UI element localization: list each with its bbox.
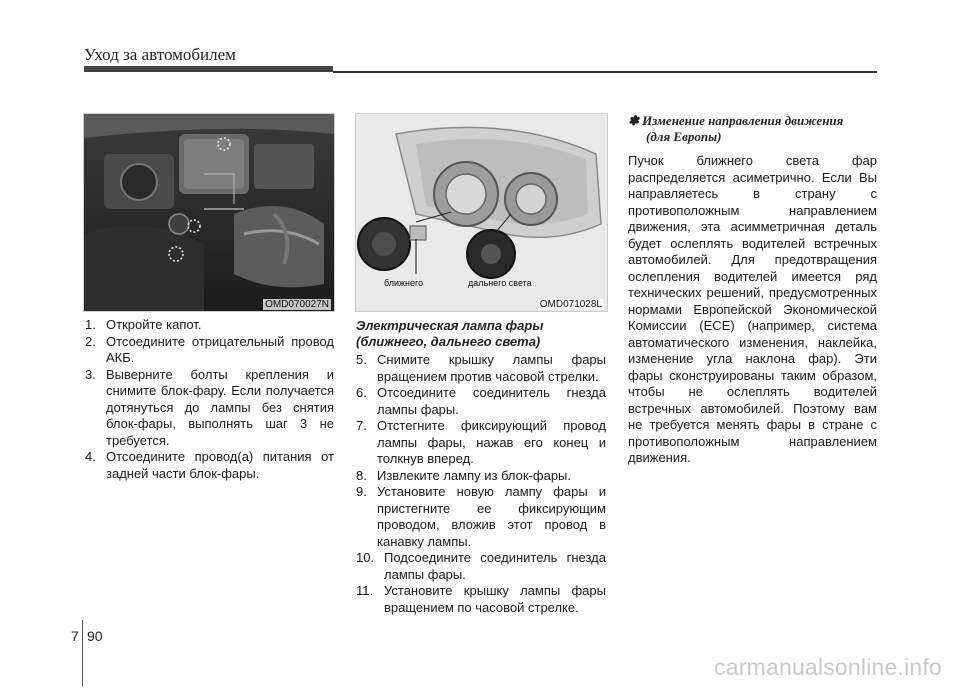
column-1 (85, 317, 334, 482)
bulb-heading-line2: (ближнего, дальнего света) (356, 334, 541, 349)
step-number: 10. (356, 550, 375, 565)
page-header-title: Уход за автомобилем (84, 45, 236, 64)
asterisk-icon: ✽ (628, 113, 639, 128)
step-text: Снимите крышку лампы фары вращением против часовой стрелки. (377, 352, 606, 384)
header-rule-thin (333, 71, 877, 73)
step-number: 2. (85, 333, 96, 349)
step-8 (356, 468, 606, 485)
step-text: Отсоедините провод(а) питания от задней части блок-фары. (106, 449, 334, 481)
step-text: Отстегните фиксирующий провод лампы фары, нажав его конец и толкнув вперед. (377, 418, 606, 466)
step-4 (85, 449, 334, 482)
step-3 (85, 367, 334, 450)
step-10 (356, 550, 606, 583)
label-low-beam: ближнего (384, 278, 424, 288)
page-number: 90 (87, 628, 103, 644)
label-high-beam: дальнего света (468, 278, 532, 288)
step-number: 1. (85, 317, 96, 332)
column-3 (628, 113, 877, 467)
step-number: 5. (356, 352, 367, 367)
step-1 (85, 317, 334, 334)
step-5 (356, 352, 606, 385)
bulb-section-heading (356, 318, 606, 350)
engine-bay-photo (83, 113, 335, 312)
traffic-change-heading (628, 113, 877, 129)
engine-bay-illustration (84, 114, 334, 311)
step-7 (356, 418, 606, 468)
step-11 (356, 583, 606, 616)
step-number: 4. (85, 449, 96, 464)
header-rule-thick (84, 66, 333, 72)
headlamp-photo (355, 113, 608, 312)
step-text: Отсоедините отрицательный провод АКБ. (106, 333, 334, 365)
traffic-heading-line1: Изменение направления движения (642, 113, 844, 128)
step-number: 9. (356, 484, 367, 499)
step-number: 8. (356, 467, 367, 483)
photo-code-left: OMD070027N (265, 299, 329, 310)
step-number: 11. (356, 583, 374, 598)
step-text: Установите крышку лампы фары вращением по часовой стрелке. (384, 583, 606, 615)
column-2 (356, 318, 606, 616)
photo-code-right: OMD071028L (539, 299, 602, 310)
step-text: Подсоедините соединитель гнезда лампы фары. (384, 550, 606, 582)
step-9 (356, 484, 606, 550)
footer-divider (82, 620, 83, 686)
bulb-heading-line1: Электрическая лампа фары (356, 318, 544, 333)
section-number: 7 (71, 628, 79, 644)
step-number: 7. (356, 418, 367, 433)
step-number: 3. (85, 366, 96, 382)
traffic-heading-line2: (для Европы) (646, 129, 722, 144)
step-text: Извлеките лампу из блок-фары. (377, 467, 572, 483)
step-2 (85, 334, 334, 367)
traffic-change-paragraph: Пучок ближнего света фар распределяется асиметрично. Если Вы направляетесь в страну с противоположным направлением движения, эта асимметричная деталь будет ослеплять водителей встречных автомобилей. Для предотвращения ослепления водителей имеется ряд технических решений, предусмотренных нормами Европейской Экономической Комиссии (ECE) (например, система автоматического изменения, наклейка, изменение угла наклона фар). Эти фары сконструированы таким образом, чтобы не ослеплять водителей встречных автомобилей. Поэтому вам не требуется менять фары в стране с противоположным направлением движения. (628, 153, 877, 465)
step-number: 6. (356, 385, 367, 400)
step-6 (356, 385, 606, 418)
step-text: Установите новую лампу фары и пристегните ее фиксирующим проводом, вложив этот провод в канавку лампы. (377, 484, 606, 549)
step-text: Выверните болты крепления и снимите блок-фару. Если получается дотянуться до лампы без снятия блок-фары, выполнять шаг 3 не требуется. (106, 366, 334, 448)
step-text: Отсоедините соединитель гнезда лампы фары. (377, 385, 606, 417)
watermark: carmanualsonline.info (714, 654, 942, 680)
step-text: Откройте капот. (106, 317, 202, 332)
